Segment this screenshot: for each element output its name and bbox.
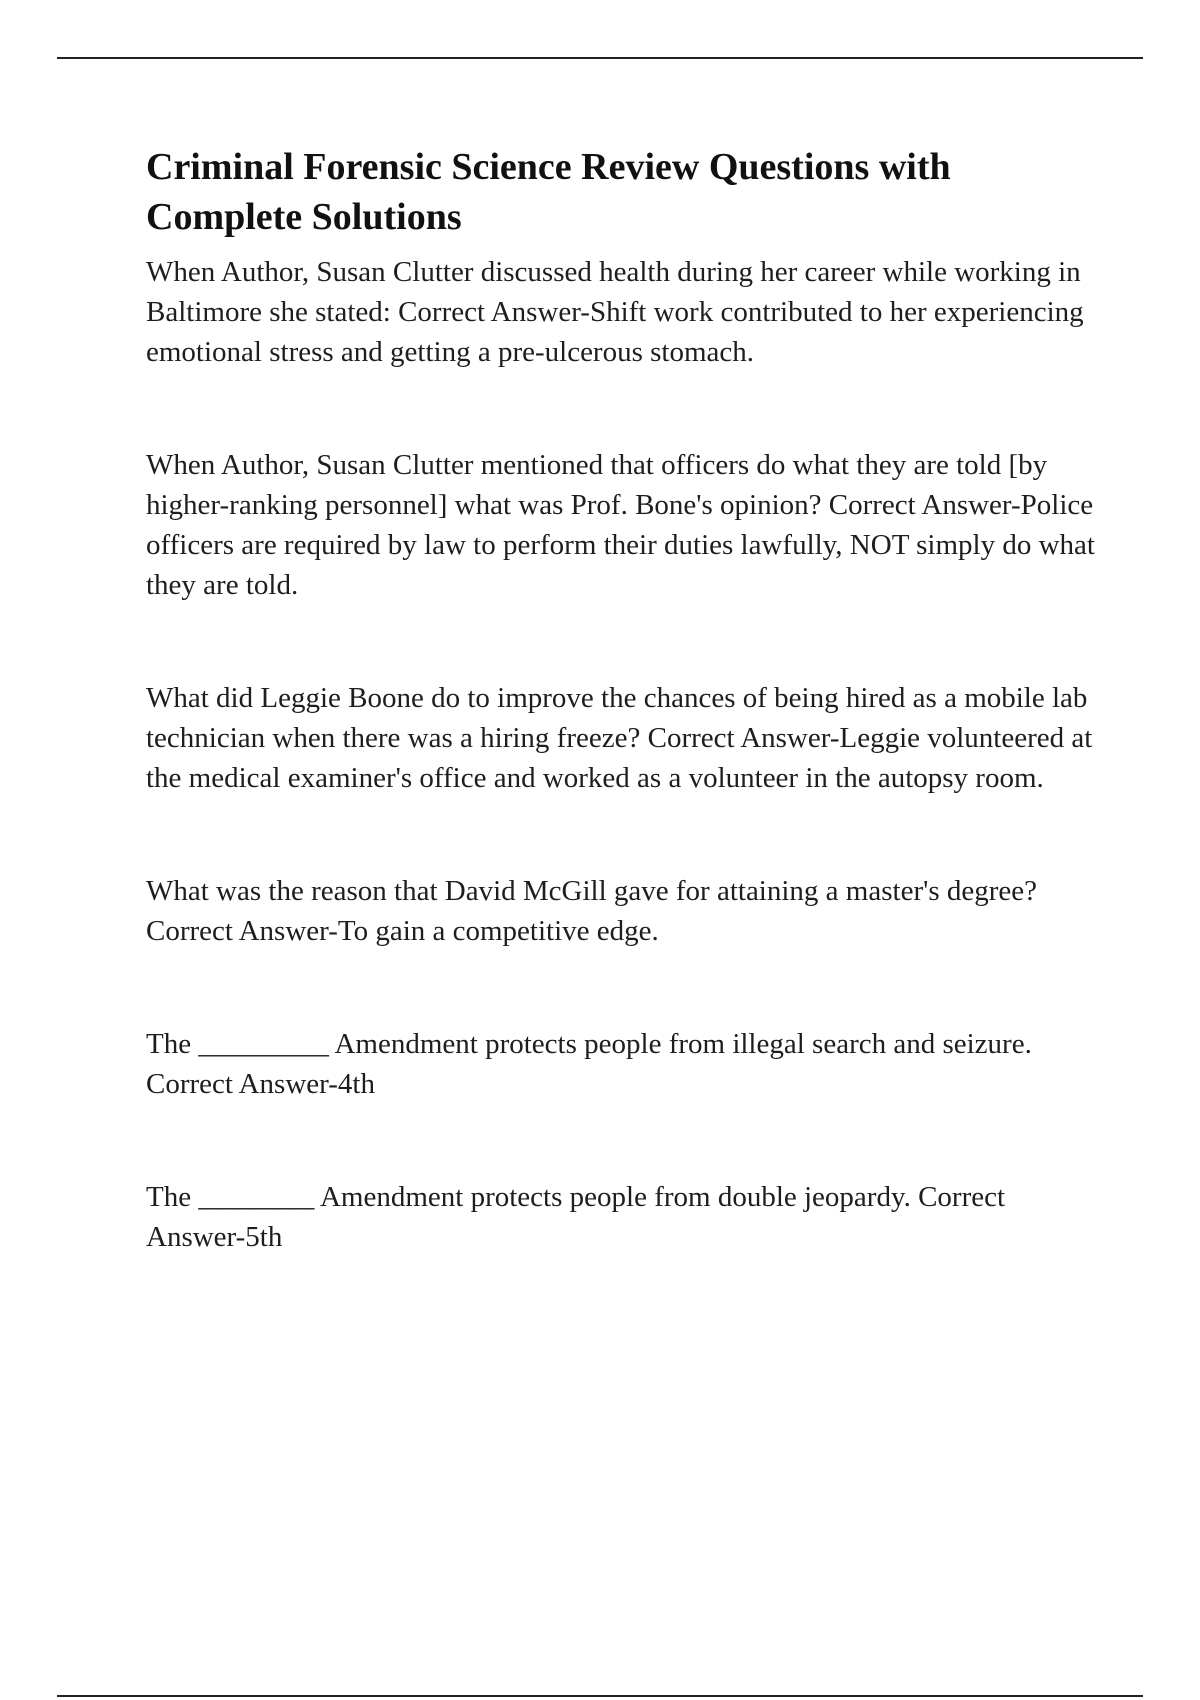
qa-text: When Author, Susan Clutter mentioned that officers do what they are told [by higher-ranking personnel] what was Prof. Bone's opinion? Correct Answer-Police officers are required by law to perform their duties lawfully, NOT simply do what they are told. <box>146 449 1095 601</box>
document-body <box>146 142 1106 1257</box>
qa-item-1 <box>146 252 1106 372</box>
qa-item-6 <box>146 1177 1106 1257</box>
document-title: Criminal Forensic Science Review Questions with Complete Solutions <box>146 146 951 238</box>
qa-item-2 <box>146 445 1106 605</box>
qa-text: When Author, Susan Clutter discussed health during her career while working in Baltimore she stated: Correct Answer-Shift work contributed to her experiencing emotional stress and getting a pre-ulcerous stomach. <box>146 256 1084 368</box>
qa-text: What was the reason that David McGill gave for attaining a master's degree? Correct Answer-To gain a competitive edge. <box>146 875 1037 947</box>
qa-item-5 <box>146 1024 1106 1104</box>
qa-text: The ________ Amendment protects people from double jeopardy. Correct Answer-5th <box>146 1181 1006 1253</box>
top-rule <box>57 57 1143 59</box>
qa-item-3 <box>146 678 1106 798</box>
qa-item-4 <box>146 871 1106 951</box>
qa-text: The _________ Amendment protects people from illegal search and seizure. Correct Answer-4th <box>146 1028 1032 1100</box>
qa-text: What did Leggie Boone do to improve the chances of being hired as a mobile lab technician when there was a hiring freeze? Correct Answer-Leggie volunteered at the medical examiner's office and worked as a volunteer in the autopsy room. <box>146 682 1093 794</box>
bottom-rule <box>57 1695 1143 1697</box>
